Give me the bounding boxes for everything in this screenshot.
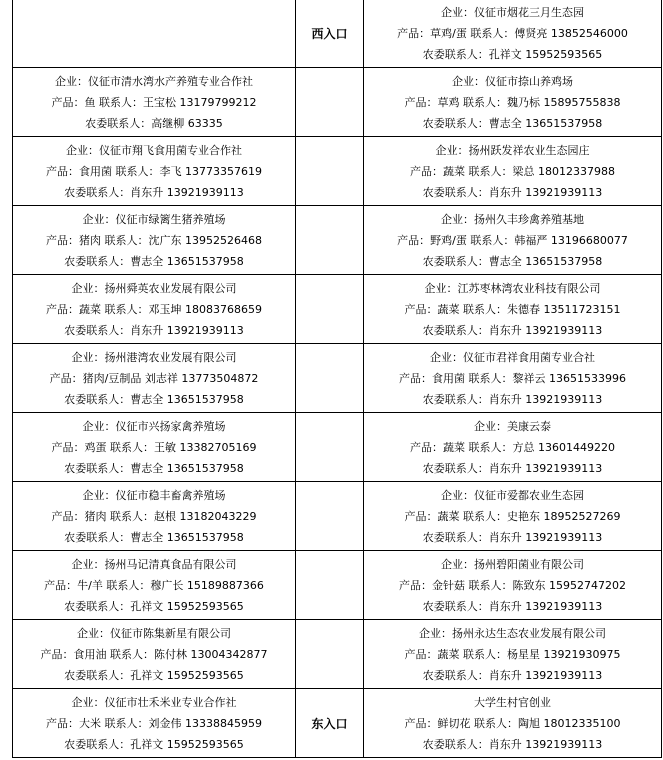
product-contact: 产品：蔬菜 联系人：梁总 18012337988 xyxy=(410,164,615,178)
left-company-cell xyxy=(13,482,296,551)
committee-contact: 农委联系人：肖东升 13921939113 xyxy=(422,599,603,613)
product-contact: 产品：草鸡 联系人：魏乃标 15895755838 xyxy=(404,95,621,109)
left-company-cell xyxy=(13,275,296,344)
right-company-cell xyxy=(364,482,662,551)
table-row xyxy=(13,0,662,68)
committee-contact: 农委联系人：肖东升 13921939113 xyxy=(422,323,603,337)
product-contact: 产品：食用油 联系人：陈付林 13004342877 xyxy=(40,647,268,661)
company-name: 企业：仪征市翔飞食用菌专业合作社 xyxy=(66,143,242,157)
right-company-cell xyxy=(364,689,662,758)
left-company-cell xyxy=(13,344,296,413)
company-name: 企业：仪征市陈集新星有限公司 xyxy=(77,626,231,640)
right-company-cell xyxy=(364,137,662,206)
product-contact: 产品：鲜切花 联系人：陶旭 18012335100 xyxy=(404,716,621,730)
entrance-cell xyxy=(296,206,364,275)
table-row xyxy=(13,482,662,551)
table-row xyxy=(13,413,662,482)
entrance-cell xyxy=(296,137,364,206)
table-row xyxy=(13,137,662,206)
product-contact: 产品：蔬菜 联系人：邓玉坤 18083768659 xyxy=(46,302,262,316)
product-contact: 产品：食用菌 联系人：黎祥云 13651533996 xyxy=(399,371,626,385)
entrance-cell xyxy=(296,413,364,482)
left-company-cell xyxy=(13,413,296,482)
left-company-cell xyxy=(13,0,296,68)
company-name: 企业：扬州跃发祥农业生态园庄 xyxy=(435,143,590,157)
product-contact: 产品：猪肉/豆制品 刘志祥 13773504872 xyxy=(49,371,259,385)
company-name: 企业：扬州舜英农业发展有限公司 xyxy=(71,281,237,295)
company-name: 企业：扬州碧阳菌业有限公司 xyxy=(441,557,584,571)
committee-contact: 农委联系人：肖东升 13921939113 xyxy=(422,185,603,199)
company-name: 企业：扬州马记清真食品有限公司 xyxy=(71,557,237,571)
entrance-cell xyxy=(296,0,364,68)
company-name: 企业：扬州久丰珍禽养殖基地 xyxy=(441,212,584,226)
committee-contact: 农委联系人：肖东升 13921939113 xyxy=(64,185,244,199)
company-name: 企业：仪征市绿篱生猪养殖场 xyxy=(82,212,226,226)
company-name: 企业：仪征市君祥食用菌专业合社 xyxy=(430,350,595,364)
company-name: 企业：仪征市兴扬家禽养殖场 xyxy=(82,419,226,433)
committee-contact xyxy=(13,44,295,65)
committee-contact: 农委联系人：孔祥文 15952593565 xyxy=(64,737,244,751)
company-name: 大学生村官创业 xyxy=(474,695,551,709)
left-company-cell xyxy=(13,620,296,689)
left-company-cell xyxy=(13,206,296,275)
right-company-cell xyxy=(364,551,662,620)
committee-contact: 农委联系人：高继柳 63335 xyxy=(85,116,223,130)
right-company-cell xyxy=(364,413,662,482)
product-contact: 产品：猪肉 联系人：沈广东 13952526468 xyxy=(46,233,262,247)
committee-contact: 农委联系人：肖东升 13921939113 xyxy=(422,530,603,544)
company-name: 企业：仪征市壮禾米业专业合作社 xyxy=(71,695,237,709)
committee-contact: 农委联系人：肖东升 13921939113 xyxy=(422,737,603,751)
table-row xyxy=(13,689,662,758)
table-row xyxy=(13,620,662,689)
committee-contact: 农委联系人：曹志全 13651537958 xyxy=(64,254,244,268)
right-company-cell xyxy=(364,344,662,413)
entrance-cell xyxy=(296,68,364,137)
right-company-cell xyxy=(364,0,662,68)
company-name: 企业：仪征市爱都农业生态园 xyxy=(441,488,584,502)
committee-contact: 农委联系人：孔祥文 15952593565 xyxy=(64,668,244,682)
entrance-cell xyxy=(296,482,364,551)
committee-contact: 农委联系人：曹志全 13651537958 xyxy=(422,116,603,130)
committee-contact: 农委联系人：曹志全 13651537958 xyxy=(64,392,244,406)
committee-contact: 农委联系人：孔祥文 15952593565 xyxy=(64,599,244,613)
table-row xyxy=(13,551,662,620)
company-name: 企业：扬州永达生态农业发展有限公司 xyxy=(419,626,606,640)
company-name: 企业：仪征市清水湾水产养殖专业合作社 xyxy=(55,74,253,88)
directory-table xyxy=(12,0,662,758)
company-name: 企业：仪征市稳丰畜禽养殖场 xyxy=(82,488,226,502)
entrance-label: 西入口 xyxy=(311,26,348,41)
left-company-cell xyxy=(13,551,296,620)
product-contact: 产品：蔬菜 联系人：史艳东 18952527269 xyxy=(404,509,621,523)
committee-contact: 农委联系人：曹志全 13651537958 xyxy=(64,461,244,475)
right-company-cell xyxy=(364,206,662,275)
product-contact: 产品：金针菇 联系人：陈致东 15952747202 xyxy=(399,578,626,592)
right-company-cell xyxy=(364,275,662,344)
committee-contact: 农委联系人：肖东升 13921939113 xyxy=(422,668,603,682)
entrance-label: 东入口 xyxy=(311,716,348,731)
committee-contact: 农委联系人：曹志全 13651537958 xyxy=(64,530,244,544)
product-contact: 产品：食用菌 联系人：李飞 13773357619 xyxy=(46,164,262,178)
entrance-cell xyxy=(296,275,364,344)
left-company-cell xyxy=(13,137,296,206)
left-company-cell xyxy=(13,689,296,758)
committee-contact: 农委联系人：肖东升 13921939113 xyxy=(422,461,603,475)
entrance-cell xyxy=(296,689,364,758)
company-name: 企业：扬州港湾农业发展有限公司 xyxy=(71,350,237,364)
table-row xyxy=(13,206,662,275)
table-row xyxy=(13,68,662,137)
product-contact: 产品：牛/羊 联系人：穆广长 15189887366 xyxy=(44,578,264,592)
entrance-cell xyxy=(296,344,364,413)
product-contact: 产品：鸡蛋 联系人：王敏 13382705169 xyxy=(51,440,257,454)
committee-contact: 农委联系人：孔祥文 15952593565 xyxy=(422,47,603,61)
product-contact: 产品：猪肉 联系人：赵根 13182043229 xyxy=(51,509,257,523)
table-row xyxy=(13,344,662,413)
right-company-cell xyxy=(364,68,662,137)
committee-contact: 农委联系人：曹志全 13651537958 xyxy=(422,254,603,268)
product-contact: 产品：蔬菜 联系人：杨星星 13921930975 xyxy=(404,647,621,661)
product-contact: 产品：大米 联系人：刘金伟 13338845959 xyxy=(46,716,262,730)
company-name: 企业：江苏枣林湾农业科技有限公司 xyxy=(424,281,601,295)
product-contact: 产品：蔬菜 联系人：方总 13601449220 xyxy=(410,440,615,454)
left-company-cell xyxy=(13,68,296,137)
entrance-cell xyxy=(296,620,364,689)
entrance-cell xyxy=(296,551,364,620)
product-contact xyxy=(13,23,295,44)
right-company-cell xyxy=(364,620,662,689)
product-contact: 产品：蔬菜 联系人：朱德春 13511723151 xyxy=(404,302,621,316)
company-name: 企业：仪征市烟花三月生态园 xyxy=(441,5,584,19)
company-name xyxy=(13,2,295,23)
company-name: 企业：美康云泰 xyxy=(474,419,551,433)
company-name: 企业：仪征市捺山养鸡场 xyxy=(452,74,573,88)
committee-contact: 农委联系人：肖东升 13921939113 xyxy=(422,392,603,406)
committee-contact: 农委联系人：肖东升 13921939113 xyxy=(64,323,244,337)
table-row xyxy=(13,275,662,344)
product-contact: 产品：鱼 联系人：王宝松 13179799212 xyxy=(51,95,257,109)
product-contact: 产品：草鸡/蛋 联系人：傅贤亮 13852546000 xyxy=(397,26,628,40)
product-contact: 产品：野鸡/蛋 联系人：韩福严 13196680077 xyxy=(397,233,628,247)
